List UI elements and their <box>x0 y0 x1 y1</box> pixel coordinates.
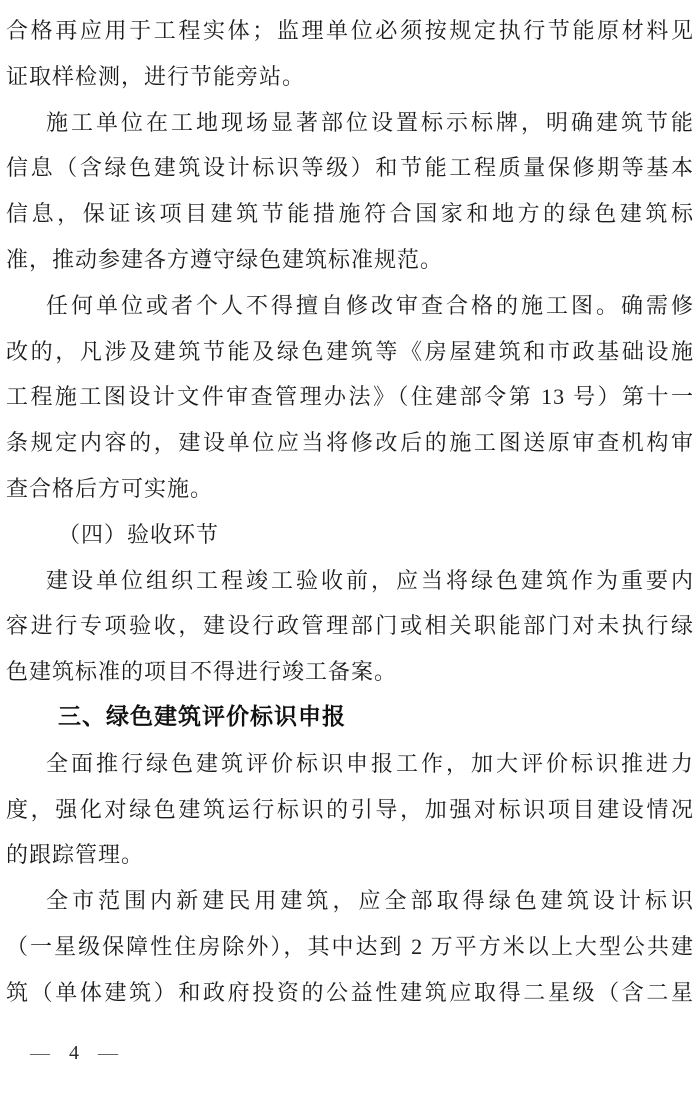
text-line: 的跟踪管理。 <box>6 842 145 868</box>
paragraph <box>6 741 694 878</box>
text-line: 施工单位在工地现场显著部位设置标示标牌，明确建筑节能 <box>46 109 694 135</box>
paragraph <box>6 558 694 695</box>
text-line: 工程施工图设计文件审查管理办法》（住建部令第 13 号）第十一 <box>6 384 694 410</box>
page-number: 4 <box>69 1042 79 1064</box>
text-line: 合格再应用于工程实体；监理单位必须按规定执行节能原材料见 <box>6 18 694 43</box>
text-line: 建设单位组织工程竣工验收前，应当将绿色建筑作为重要内 <box>46 567 694 593</box>
document-body <box>6 8 694 1016</box>
section-heading <box>6 695 694 741</box>
text-line: 准，推动参建各方遵守绿色建筑标准规范。 <box>6 246 444 272</box>
sub-heading <box>6 512 694 558</box>
text-line: 改的，凡涉及建筑节能及绿色建筑等《房屋建筑和市政基础设施 <box>6 338 694 364</box>
paragraph <box>6 100 694 283</box>
text-line: 查合格后方可实施。 <box>6 475 214 501</box>
text-line: 三、绿色建筑评价标识申报 <box>58 703 346 730</box>
text-line: 任何单位或者个人不得擅自修改审查合格的施工图。确需修 <box>46 292 694 318</box>
text-line: 信息，保证该项目建筑节能措施符合国家和地方的绿色建筑标 <box>6 201 694 227</box>
text-line: （一星级保障性住房除外），其中达到 2 万平方米以上大型公共建 <box>6 933 694 959</box>
text-line: 筑（单体建筑）和政府投资的公益性建筑应取得二星级（含二星 <box>6 979 694 1005</box>
footer-dash-right: — <box>98 1042 118 1064</box>
text-line: 全面推行绿色建筑评价标识申报工作，加大评价标识推进力 <box>46 750 694 776</box>
text-line: 容进行专项验收，建设行政管理部门或相关职能部门对未执行绿 <box>6 613 694 639</box>
text-line: 信息（含绿色建筑设计标识等级）和节能工程质量保修期等基本 <box>6 155 694 181</box>
paragraph <box>6 283 694 512</box>
footer-dash-left: — <box>30 1042 50 1064</box>
page-footer <box>30 1042 118 1065</box>
text-line: 度，强化对绿色建筑运行标识的引导，加强对标识项目建设情况 <box>6 796 694 822</box>
paragraph <box>6 8 694 100</box>
text-line: 色建筑标准的项目不得进行竣工备案。 <box>6 659 398 685</box>
text-line: 全市范围内新建民用建筑，应全部取得绿色建筑设计标识 <box>46 888 694 914</box>
paragraph <box>6 878 694 1015</box>
text-line: 条规定内容的，建设单位应当将修改后的施工图送原审查机构审 <box>6 430 694 456</box>
text-line: （四）验收环节 <box>58 521 220 547</box>
text-line: 证取样检测，进行节能旁站。 <box>6 63 306 89</box>
